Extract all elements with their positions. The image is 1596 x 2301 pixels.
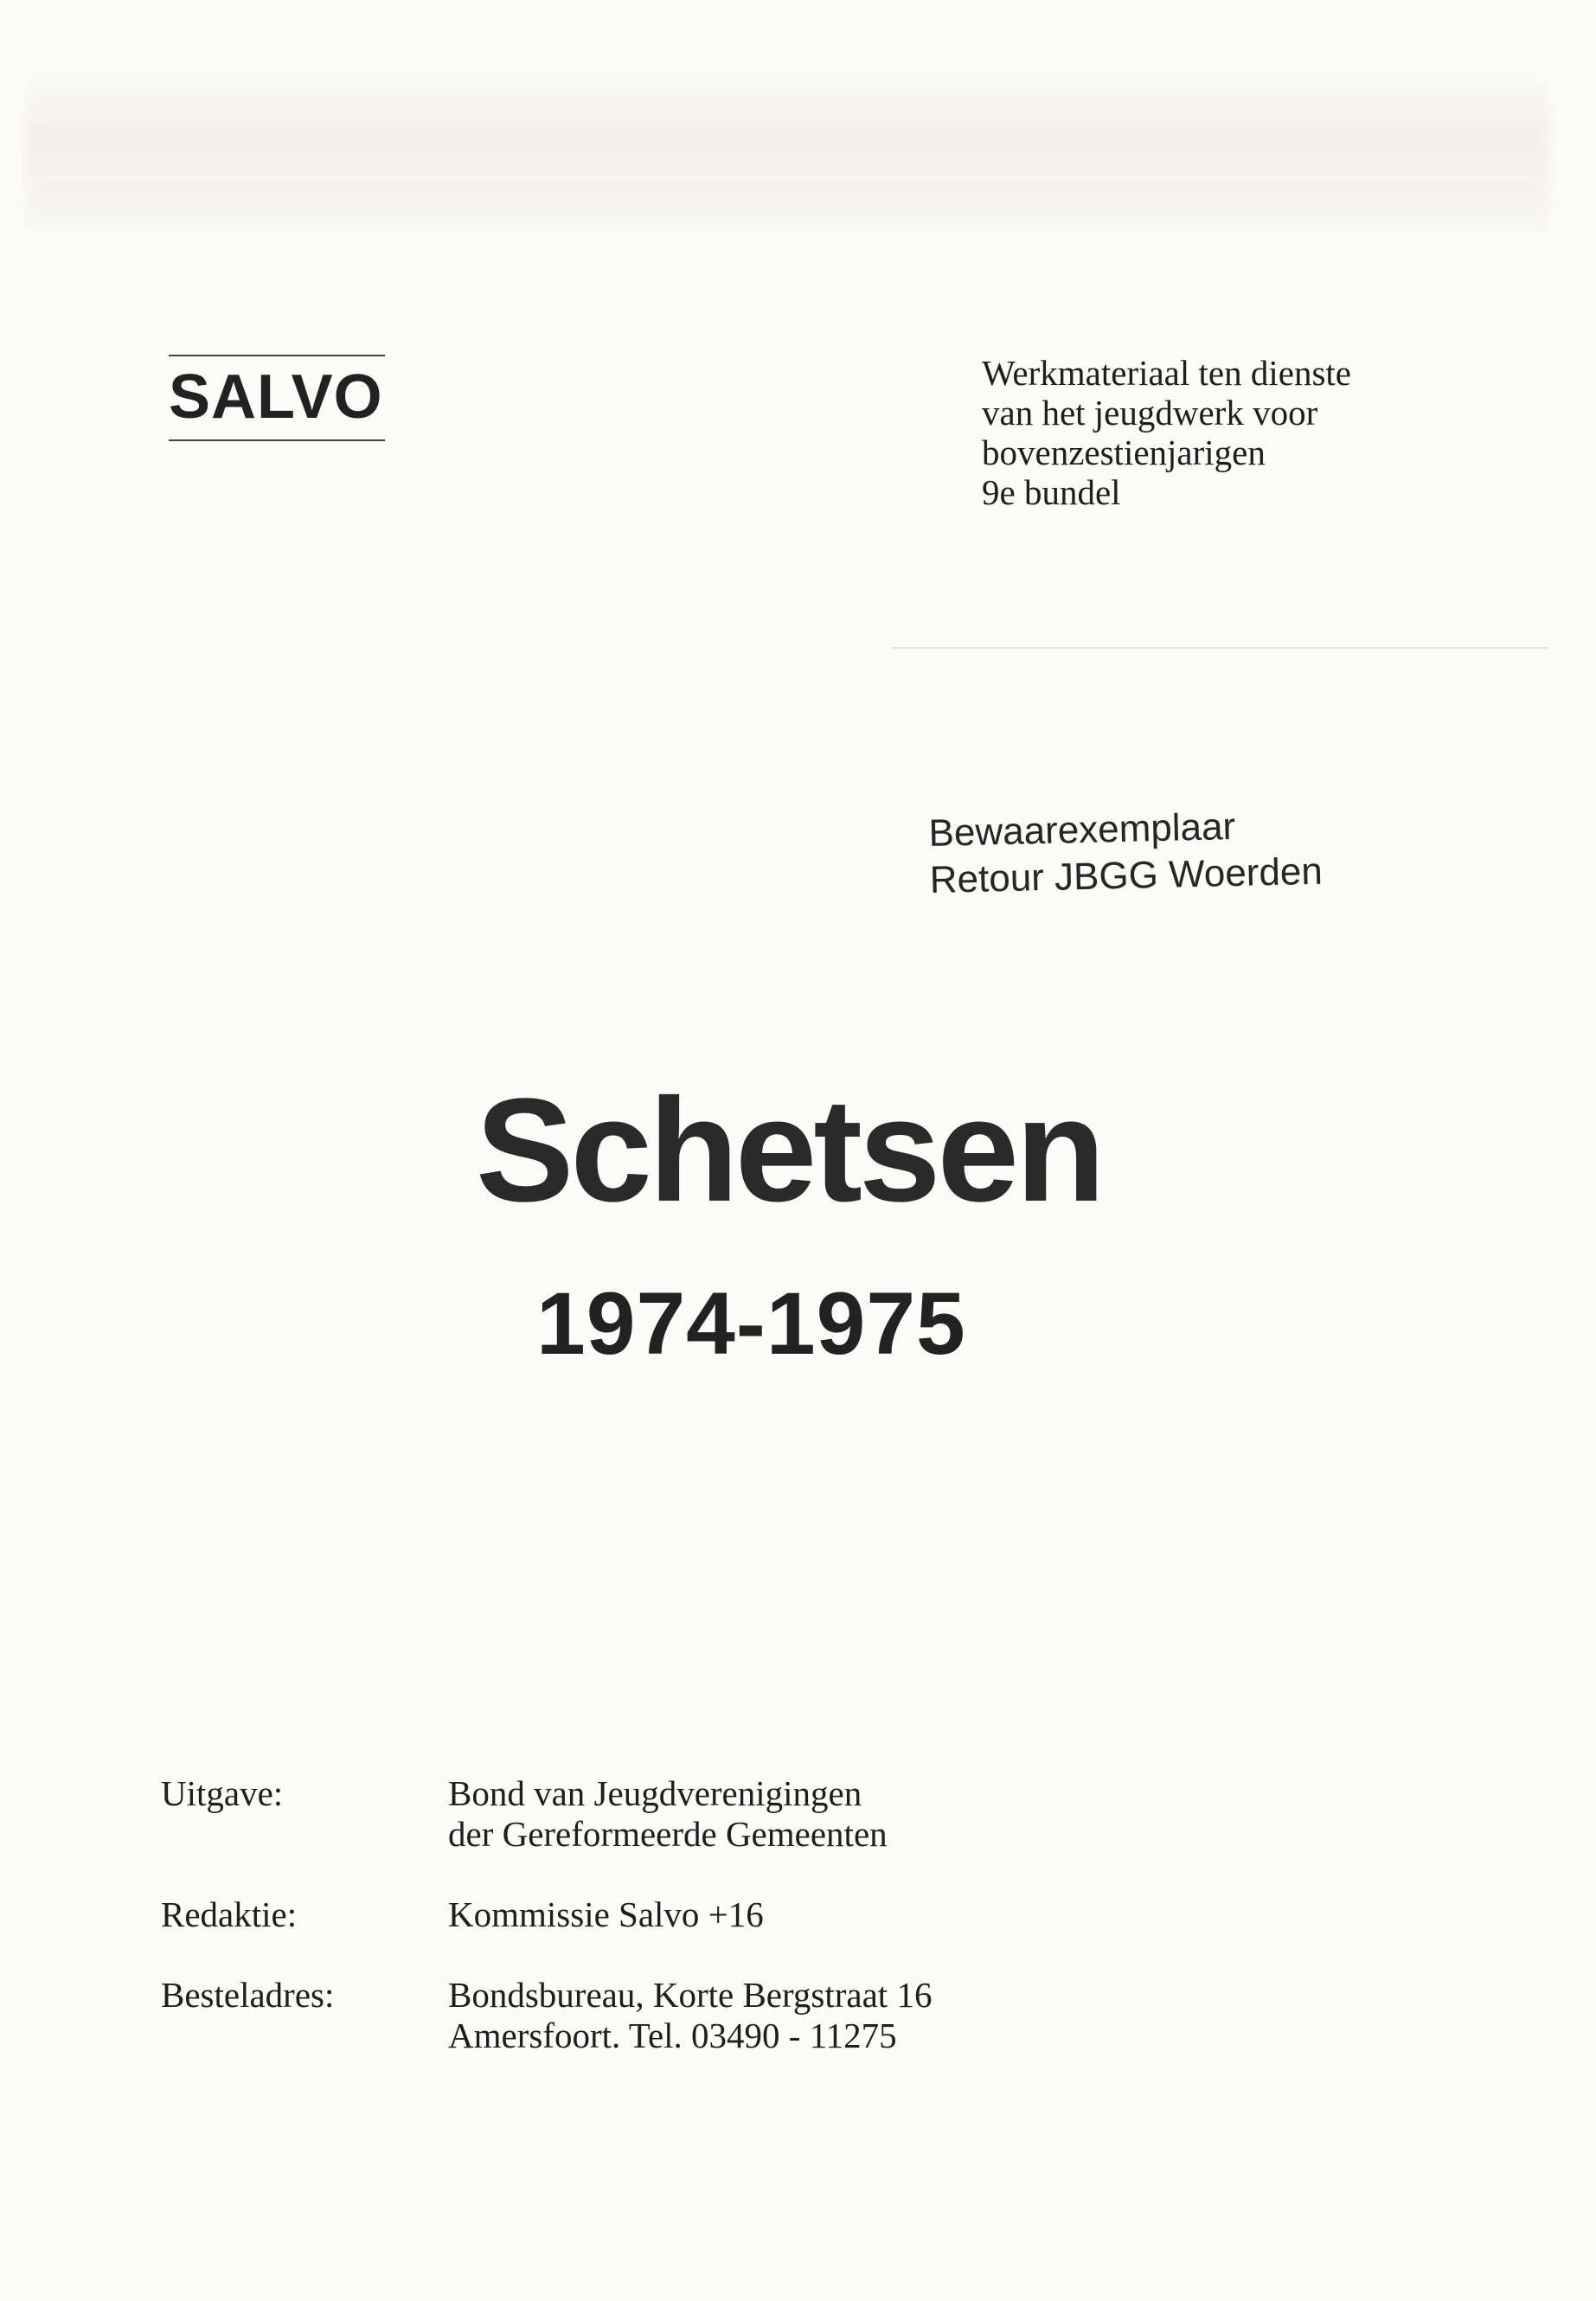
publisher-line: Bond van Jeugdverenigingen [448, 1773, 862, 1813]
description-block [982, 353, 1351, 512]
publisher-line: der Gereformeerde Gemeenten [448, 1814, 888, 1854]
logo-text: SALVO [169, 362, 383, 432]
faint-rule [891, 647, 1548, 649]
order-address-line: Bondsbureau, Korte Bergstraat 16 [448, 1975, 933, 2015]
publisher-value [448, 1773, 888, 1855]
year-range: 1974-1975 [536, 1274, 966, 1373]
order-address-value [448, 1975, 932, 2056]
colophon [161, 1773, 1458, 2096]
publisher-row [161, 1773, 1458, 1855]
order-address-label: Besteladres: [161, 1975, 335, 2015]
description-line: 9e bundel [982, 472, 1121, 512]
description-line: van het jeugdwerk voor [982, 393, 1318, 433]
order-address-line: Amersfoort. Tel. 03490 - 11275 [448, 2016, 897, 2055]
stamp-line: Retour JBGG Woerden [929, 849, 1324, 901]
editor-label: Redaktie: [161, 1894, 298, 1934]
page-title: Schetsen [476, 1068, 1102, 1233]
logo-rule-bottom [169, 439, 385, 441]
editor-value [448, 1894, 764, 1935]
logo-rule-top [169, 355, 385, 356]
archive-stamp [928, 802, 1323, 904]
order-address-row [161, 1975, 1458, 2056]
editor-row [161, 1894, 1458, 1935]
scan-shadow [26, 69, 1548, 234]
publisher-label: Uitgave: [161, 1773, 284, 1813]
description-line: bovenzestienjarigen [982, 433, 1266, 472]
editor-line: Kommissie Salvo +16 [448, 1894, 764, 1934]
stamp-line: Bewaarexemplaar [928, 804, 1236, 855]
description-line: Werkmateriaal ten dienste [982, 353, 1351, 393]
salvo-logo [169, 355, 385, 441]
